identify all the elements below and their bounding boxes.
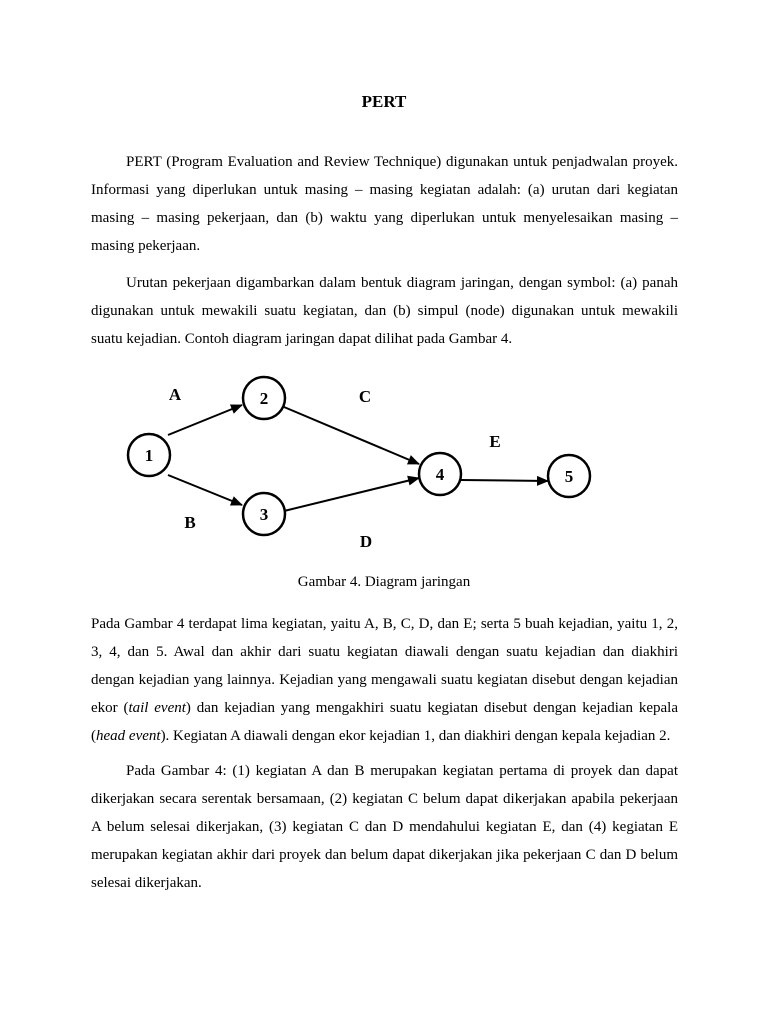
paragraph-line: Urutan pekerjaan digambarkan dalam bentuk diagram jaringan, dengan symbol: (a) panah [126,275,678,291]
paragraph-line: merupakan kegiatan akhir dari proyek dan belum dapat dikerjakan jika pekerjaan C dan D belum [91,847,678,863]
edge-d-arrow [284,478,419,511]
paragraph-line: (head event). Kegiatan A diawali dengan ekor kejadian 1, dan diakhiri dengan kepala kejadian 2. [91,728,671,744]
edge-e-arrow [461,480,548,481]
node-4 [419,453,461,495]
node-label: 5 [564,467,574,486]
node-label: 3 [259,505,269,524]
paragraph-line: Pada Gambar 4: (1) kegiatan A dan B merupakan kegiatan pertama di proyek dan dapat [126,763,678,779]
paragraph-network [91,269,678,353]
paragraph-line: 3, 4, dan 5. Awal dan akhir dari suatu kegiatan diawali dengan suatu kejadian dan diakhiri [91,644,678,660]
node-5 [548,455,590,497]
paragraph-line: A belum selesai dikerjakan, (3) kegiatan C dan D mendahului kegiatan E, dan (4) kegiatan E [91,819,678,835]
node-2 [243,377,285,419]
paragraph-line: digunakan untuk mewakili suatu kegiatan, dan (b) simpul (node) digunakan untuk mewakili [91,303,678,319]
edge-label-d: D [359,532,373,551]
edge-a-arrow [168,405,242,435]
paragraph-line: masing – masing pekerjaan, dan (b) waktu yang diperlukan untuk menyelesaikan masing – [91,210,678,226]
paragraph-line: suatu kejadian. Contoh diagram jaringan dapat dilihat pada Gambar 4. [91,331,513,347]
node-1 [128,434,170,476]
paragraph-line: PERT (Program Evaluation and Review Technique) digunakan untuk penjadwalan proyek. [126,154,678,170]
term-tail-event: tail event [128,700,186,716]
paragraph-line: Informasi yang diperlukan untuk masing – masing kegiatan adalah: (a) urutan dari kegiatan [91,182,678,198]
edge-label-a: A [168,385,182,404]
network-diagram [118,360,608,560]
paragraph-line: dikerjakan secara serentak bersamaan, (2) kegiatan C belum dapat dikerjakan apabila pekerjaan [91,791,678,807]
term-head-event: head event [96,728,161,744]
figure-caption: Gambar 4. Diagram jaringan [297,574,471,590]
node-label: 1 [144,446,154,465]
edge-label-b: B [184,513,196,532]
paragraph-line: selesai dikerjakan. [91,875,202,891]
edge-label-e: E [489,432,501,451]
edge-c-arrow [284,407,419,464]
paragraph-description [91,610,678,750]
paragraph-line: masing pekerjaan. [91,238,201,254]
page-title: PERT [361,92,407,111]
node-label: 2 [259,389,269,408]
edge-b-arrow [168,475,242,505]
edge-label-c: C [358,387,372,406]
paragraph-sequence [91,757,678,897]
node-3 [243,493,285,535]
node-label: 4 [435,465,445,484]
paragraph-line: Pada Gambar 4 terdapat lima kegiatan, yaitu A, B, C, D, dan E; serta 5 buah kejadian, yaitu 1, 2, [91,616,678,632]
paragraph-line: ekor (tail event) dan kejadian yang mengakhiri suatu kegiatan disebut dengan kejadian kepala [91,700,678,716]
paragraph-intro [91,148,678,260]
paragraph-line: dengan kejadian yang lainnya. Kejadian yang mengawali suatu kegiatan disebut dengan kejadian [91,672,678,688]
